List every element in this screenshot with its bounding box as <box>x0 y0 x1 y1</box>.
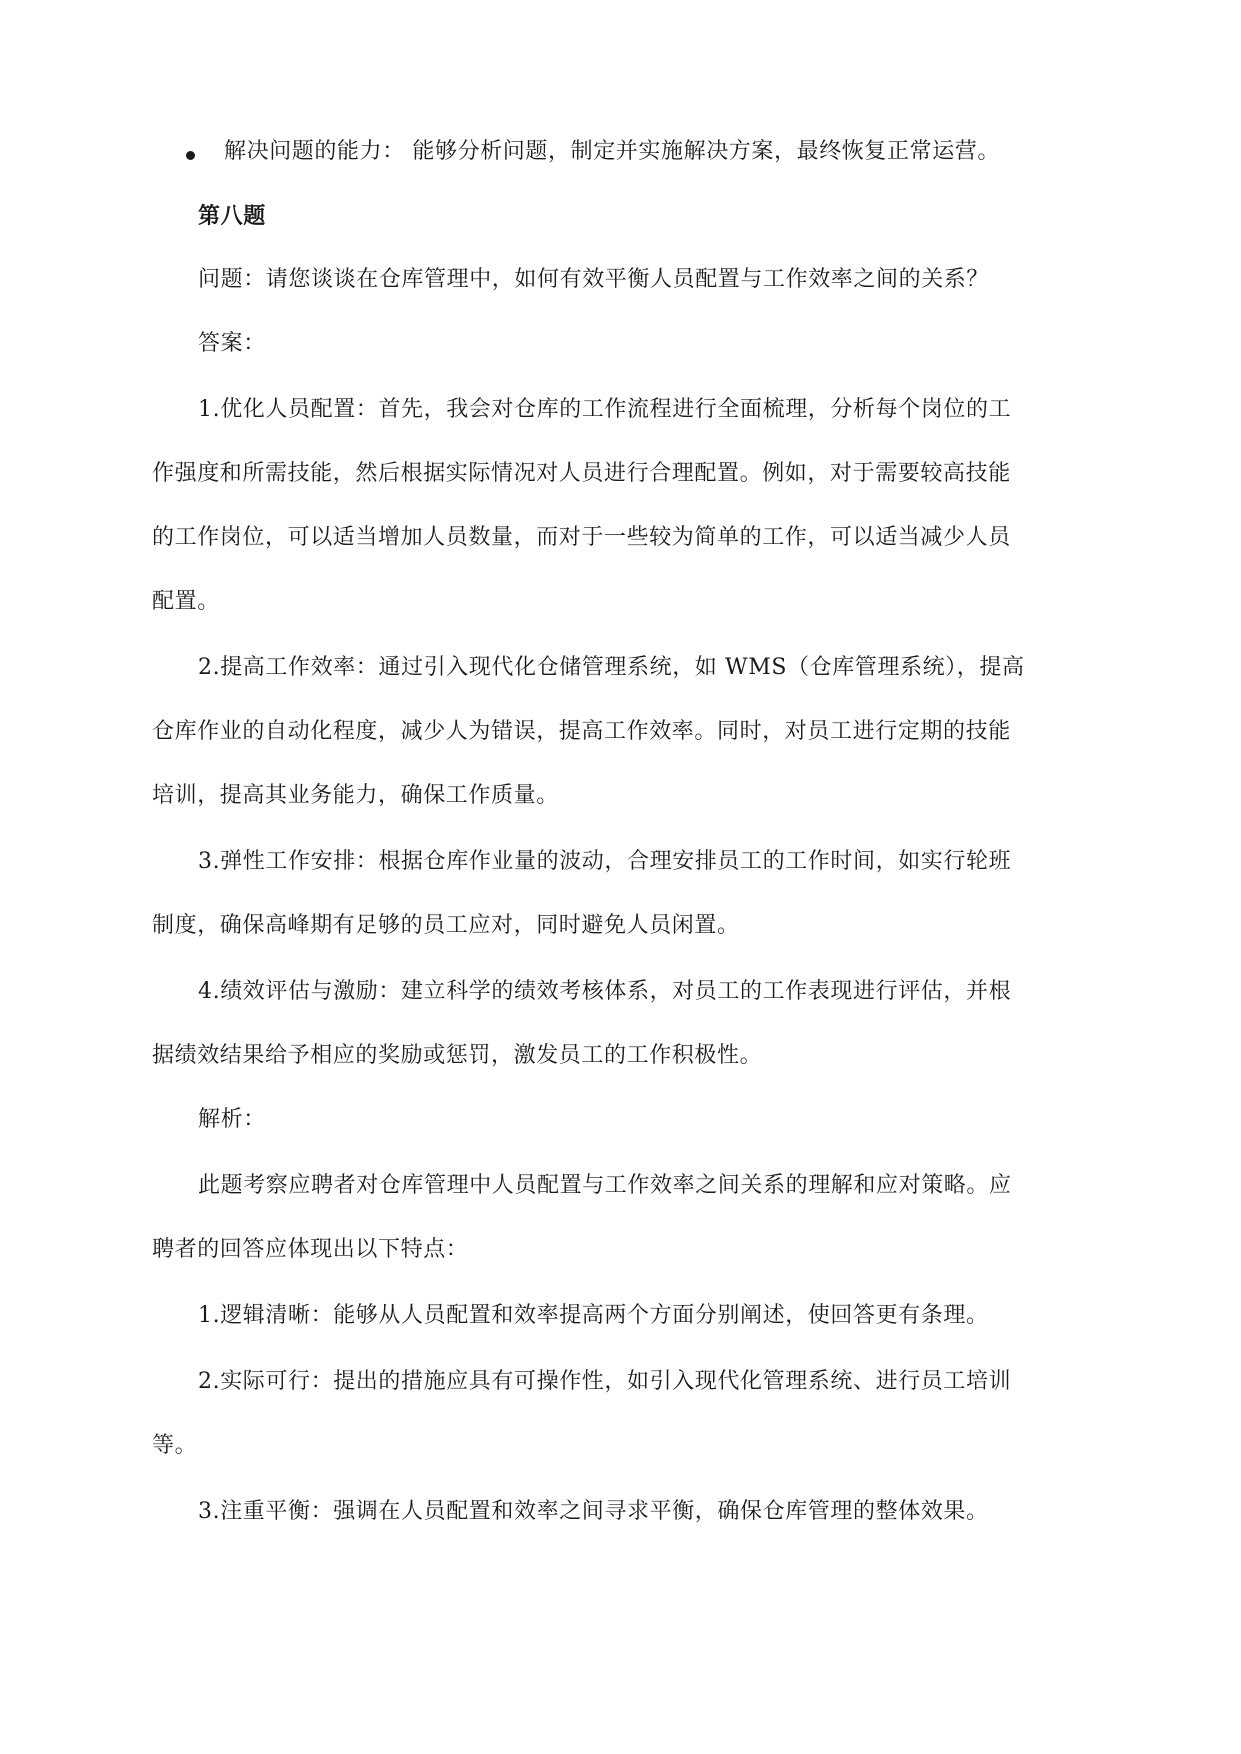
answer-point-2-line-1: 2.提高工作效率：通过引入现代化仓储管理系统，如 WMS（仓库管理系统），提高 <box>198 655 1025 680</box>
question-heading: 第八题 <box>198 203 266 229</box>
answer-point-1-line-1: 1.优化人员配置：首先，我会对仓库的工作流程进行全面梳理，分析每个岗位的工 <box>198 397 1012 422</box>
analysis-point-2-line-2: 等。 <box>152 1433 198 1458</box>
answer-point-4-line-2: 据绩效结果给予相应的奖励或惩罚，激发员工的工作积极性。 <box>152 1043 763 1068</box>
analysis-point-3-line-1: 3.注重平衡：强调在人员配置和效率之间寻求平衡，确保仓库管理的整体效果。 <box>198 1499 989 1524</box>
answer-point-3-line-2: 制度，确保高峰期有足够的员工应对，同时避免人员闲置。 <box>152 913 740 938</box>
answer-point-1-line-4: 配置。 <box>152 589 220 614</box>
answer-point-2-line-2: 仓库作业的自动化程度，减少人为错误，提高工作效率。同时，对员工进行定期的技能 <box>152 719 1011 744</box>
answer-point-1-line-3: 的工作岗位，可以适当增加人员数量，而对于一些较为简单的工作，可以适当减少人员 <box>152 525 1011 550</box>
answer-label: 答案： <box>198 331 266 356</box>
analysis-label: 解析： <box>198 1107 266 1132</box>
analysis-point-1-line-1: 1.逻辑清晰：能够从人员配置和效率提高两个方面分别阐述，使回答更有条理。 <box>198 1303 989 1328</box>
bullet-item-text: 解决问题的能力： 能够分析问题，制定并实施解决方案，最终恢复正常运营。 <box>224 139 1000 164</box>
analysis-intro-line-1: 此题考察应聘者对仓库管理中人员配置与工作效率之间关系的理解和应对策略。应 <box>198 1173 1012 1198</box>
answer-point-2-line-3: 培训，提高其业务能力，确保工作质量。 <box>152 783 559 808</box>
analysis-point-2-line-1: 2.实际可行：提出的措施应具有可操作性，如引入现代化管理系统、进行员工培训 <box>198 1369 1012 1394</box>
answer-point-1-line-2: 作强度和所需技能，然后根据实际情况对人员进行合理配置。例如，对于需要较高技能 <box>152 461 1011 486</box>
answer-point-4-line-1: 4.绩效评估与激励：建立科学的绩效考核体系，对员工的工作表现进行评估，并根 <box>198 979 1012 1004</box>
answer-point-3-line-1: 3.弹性工作安排：根据仓库作业量的波动，合理安排员工的工作时间，如实行轮班 <box>198 849 1012 874</box>
question-text: 问题：请您谈谈在仓库管理中，如何有效平衡人员配置与工作效率之间的关系？ <box>198 267 990 292</box>
bullet-icon <box>186 151 195 160</box>
analysis-intro-line-2: 聘者的回答应体现出以下特点： <box>152 1237 469 1262</box>
